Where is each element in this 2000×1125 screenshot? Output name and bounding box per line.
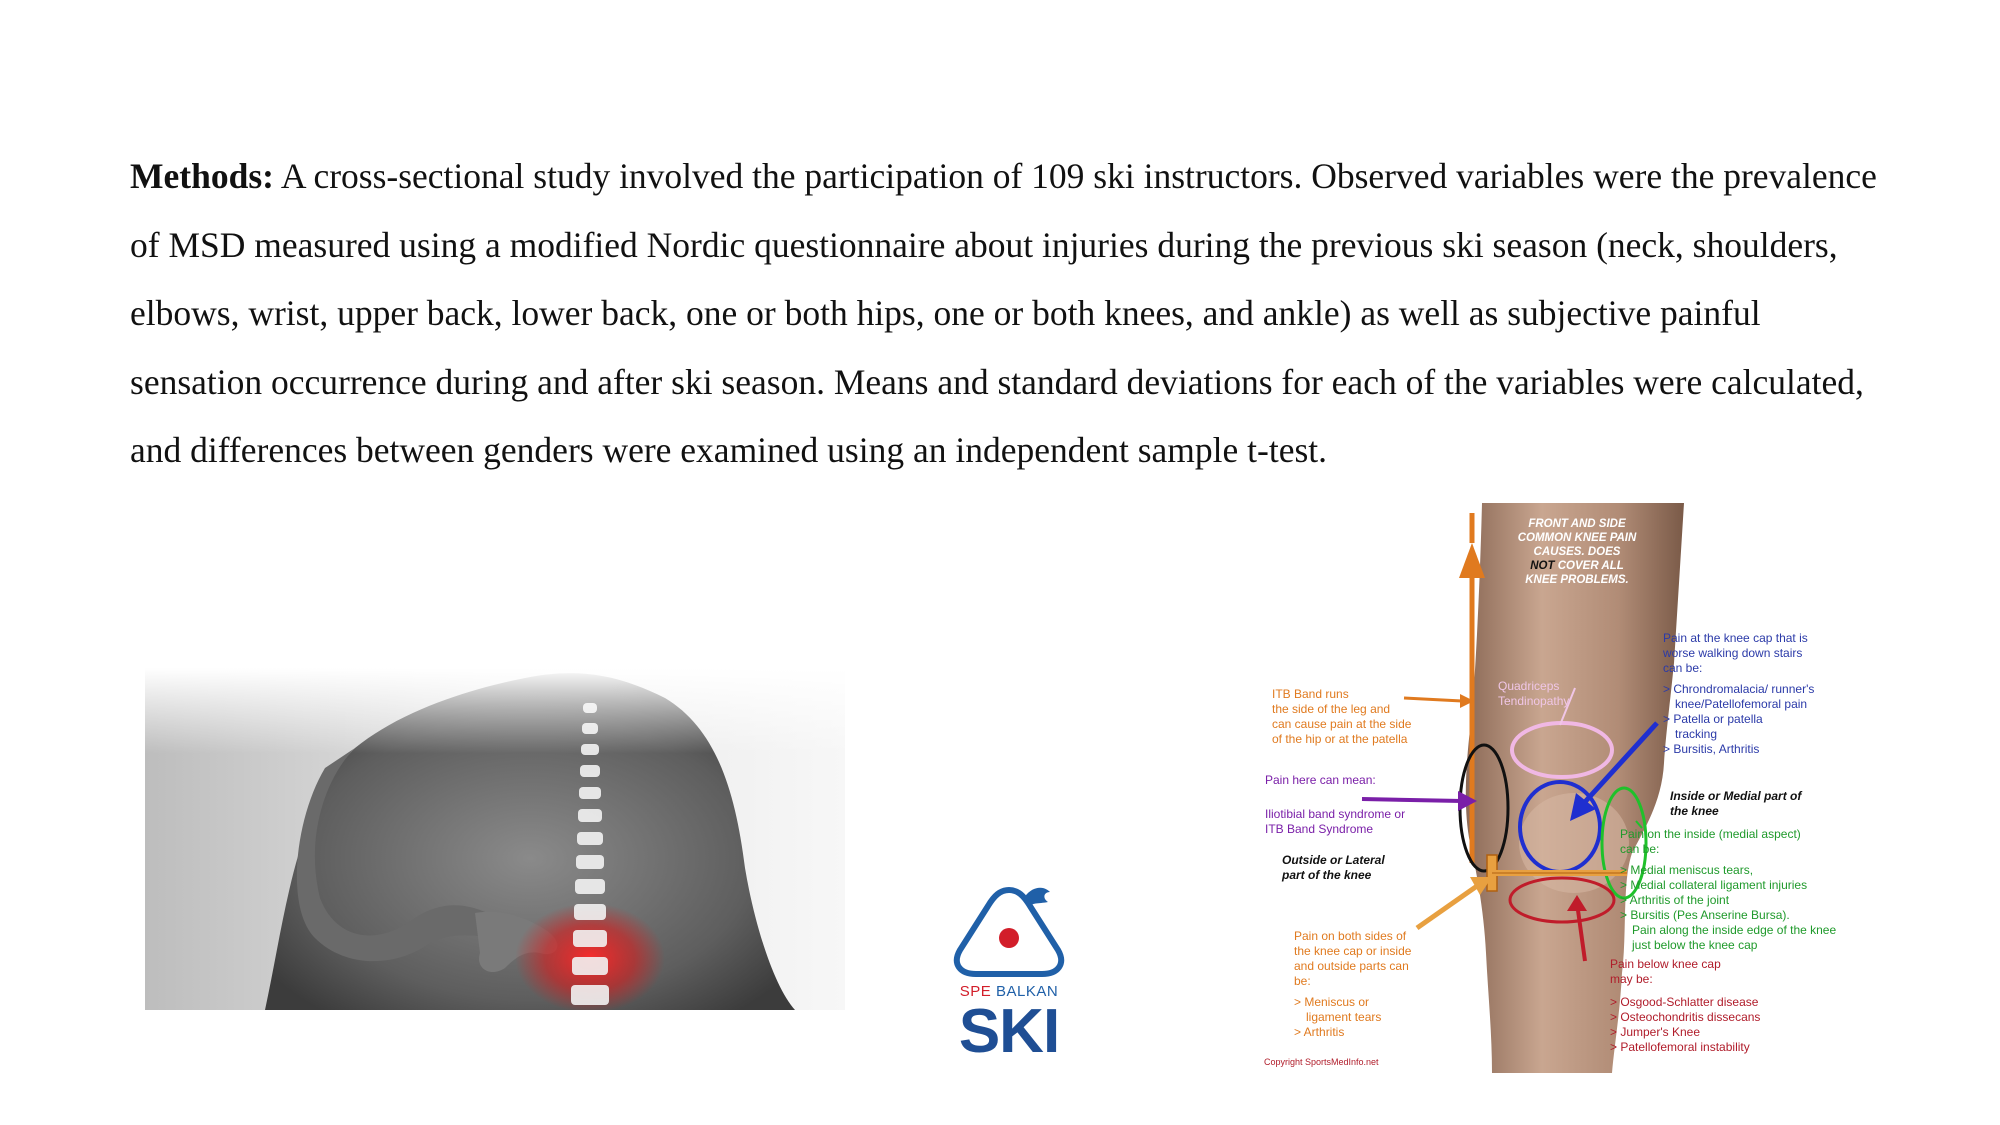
both-line-4: be: — [1294, 974, 1311, 988]
itb-line-3: can cause pain at the side — [1272, 717, 1412, 731]
methods-paragraph — [130, 142, 1890, 485]
back-pain-photo — [145, 668, 845, 1010]
inside-line-6: > Bursitis (Pes Anserine Bursa). — [1620, 908, 1790, 922]
below-line-1: Pain below knee cap — [1610, 957, 1721, 971]
itbs-line-2: ITB Band Syndrome — [1265, 822, 1374, 836]
below-line-5: > Jumper's Knee — [1610, 1025, 1701, 1039]
cap-line-6: > Patella or patella — [1663, 712, 1763, 726]
itb-line-4: of the hip or at the patella — [1272, 732, 1408, 746]
below-line-2: may be: — [1610, 972, 1653, 986]
inside-line-2: can be: — [1620, 842, 1660, 856]
both-line-1: Pain on both sides of — [1294, 929, 1407, 943]
both-line-6: ligament tears — [1306, 1010, 1382, 1024]
header-line-5: KNEE PROBLEMS. — [1525, 574, 1629, 586]
lateral-line-1: Outside or Lateral — [1282, 853, 1385, 867]
inside-line-5: > Arthritis of the joint — [1620, 893, 1730, 907]
pain-here-label: Pain here can mean: — [1265, 773, 1376, 787]
medial-line-1: Inside or Medial part of — [1670, 789, 1802, 803]
quad-line-1: Quadriceps — [1498, 679, 1560, 693]
itb-line-1: ITB Band runs — [1272, 687, 1349, 701]
inside-line-8: just below the knee cap — [1632, 938, 1758, 952]
header-line-3: CAUSES. DOES — [1533, 546, 1621, 558]
inside-line-1: Pain on the inside (medial aspect) — [1620, 827, 1801, 841]
quad-line-2: Tendinopathy — [1498, 694, 1570, 708]
cap-line-5: knee/Patellofemoral pain — [1675, 697, 1808, 711]
methods-label: Methods: — [130, 156, 274, 196]
copyright: Copyright SportsMedInfo.net — [1264, 1057, 1379, 1067]
cap-line-1: Pain at the knee cap that is — [1663, 631, 1808, 645]
both-line-3: and outside parts can — [1294, 959, 1409, 973]
header-not: NOT — [1530, 560, 1555, 572]
header-line-1: FRONT AND SIDE — [1528, 518, 1626, 530]
logo-ski: SKI — [958, 997, 1060, 1066]
methods-text: A cross-sectional study involved the participation of 109 ski instructors. Observed variables were the prevalence of MSD measured using a modified Nordic questionnaire about injuries during the previous ski season (neck, shoulders, elbows, wrist, upper back, lower back, one or both hips, one or both knees, and ankle) as well as subjective painful sensation occurrence during and after ski season. Means and standard deviations for each of the variables were calculated, and differences between genders were examined using an independent sample t-test. — [130, 156, 1877, 470]
below-line-4: > Osteochondritis dissecans — [1610, 1010, 1761, 1024]
below-line-6: > Patellofemoral instability — [1610, 1040, 1750, 1054]
header-line-4-rest: COVER ALL — [1554, 560, 1624, 572]
both-line-5: > Meniscus or — [1294, 995, 1370, 1009]
header-line-2: COMMON KNEE PAIN — [1517, 532, 1637, 544]
spe-balkan-ski-logo — [938, 878, 1080, 1066]
header-line-4 — [1517, 559, 1637, 573]
inside-line-3: > Medial meniscus tears, — [1620, 863, 1754, 877]
logo-triangle-icon — [938, 878, 1080, 978]
logo-spe: SPE — [959, 983, 992, 1000]
cap-line-8: > Bursitis, Arthritis — [1663, 742, 1760, 756]
cap-line-7: tracking — [1675, 727, 1718, 741]
inside-line-7: Pain along the inside edge of the knee — [1632, 923, 1837, 937]
medial-line-2: the knee — [1670, 804, 1719, 818]
cap-line-3: can be: — [1663, 661, 1703, 675]
both-line-7: > Arthritis — [1294, 1025, 1345, 1039]
inside-line-4: > Medial collateral ligament injuries — [1620, 878, 1808, 892]
below-line-3: > Osgood-Schlatter disease — [1610, 995, 1759, 1009]
lateral-line-2: part of the knee — [1282, 868, 1372, 882]
both-line-2: the knee cap or inside — [1294, 944, 1412, 958]
logo-balkan: BALKAN — [995, 983, 1059, 1000]
itbs-line-1: Iliotibial band syndrome or — [1265, 807, 1406, 821]
itb-line-2: the side of the leg and — [1272, 702, 1391, 716]
knee-pain-diagram — [1262, 503, 1857, 1073]
cap-line-2: worse walking down stairs — [1663, 646, 1803, 660]
cap-line-4: > Chrondromalacia/ runner's — [1663, 682, 1815, 696]
